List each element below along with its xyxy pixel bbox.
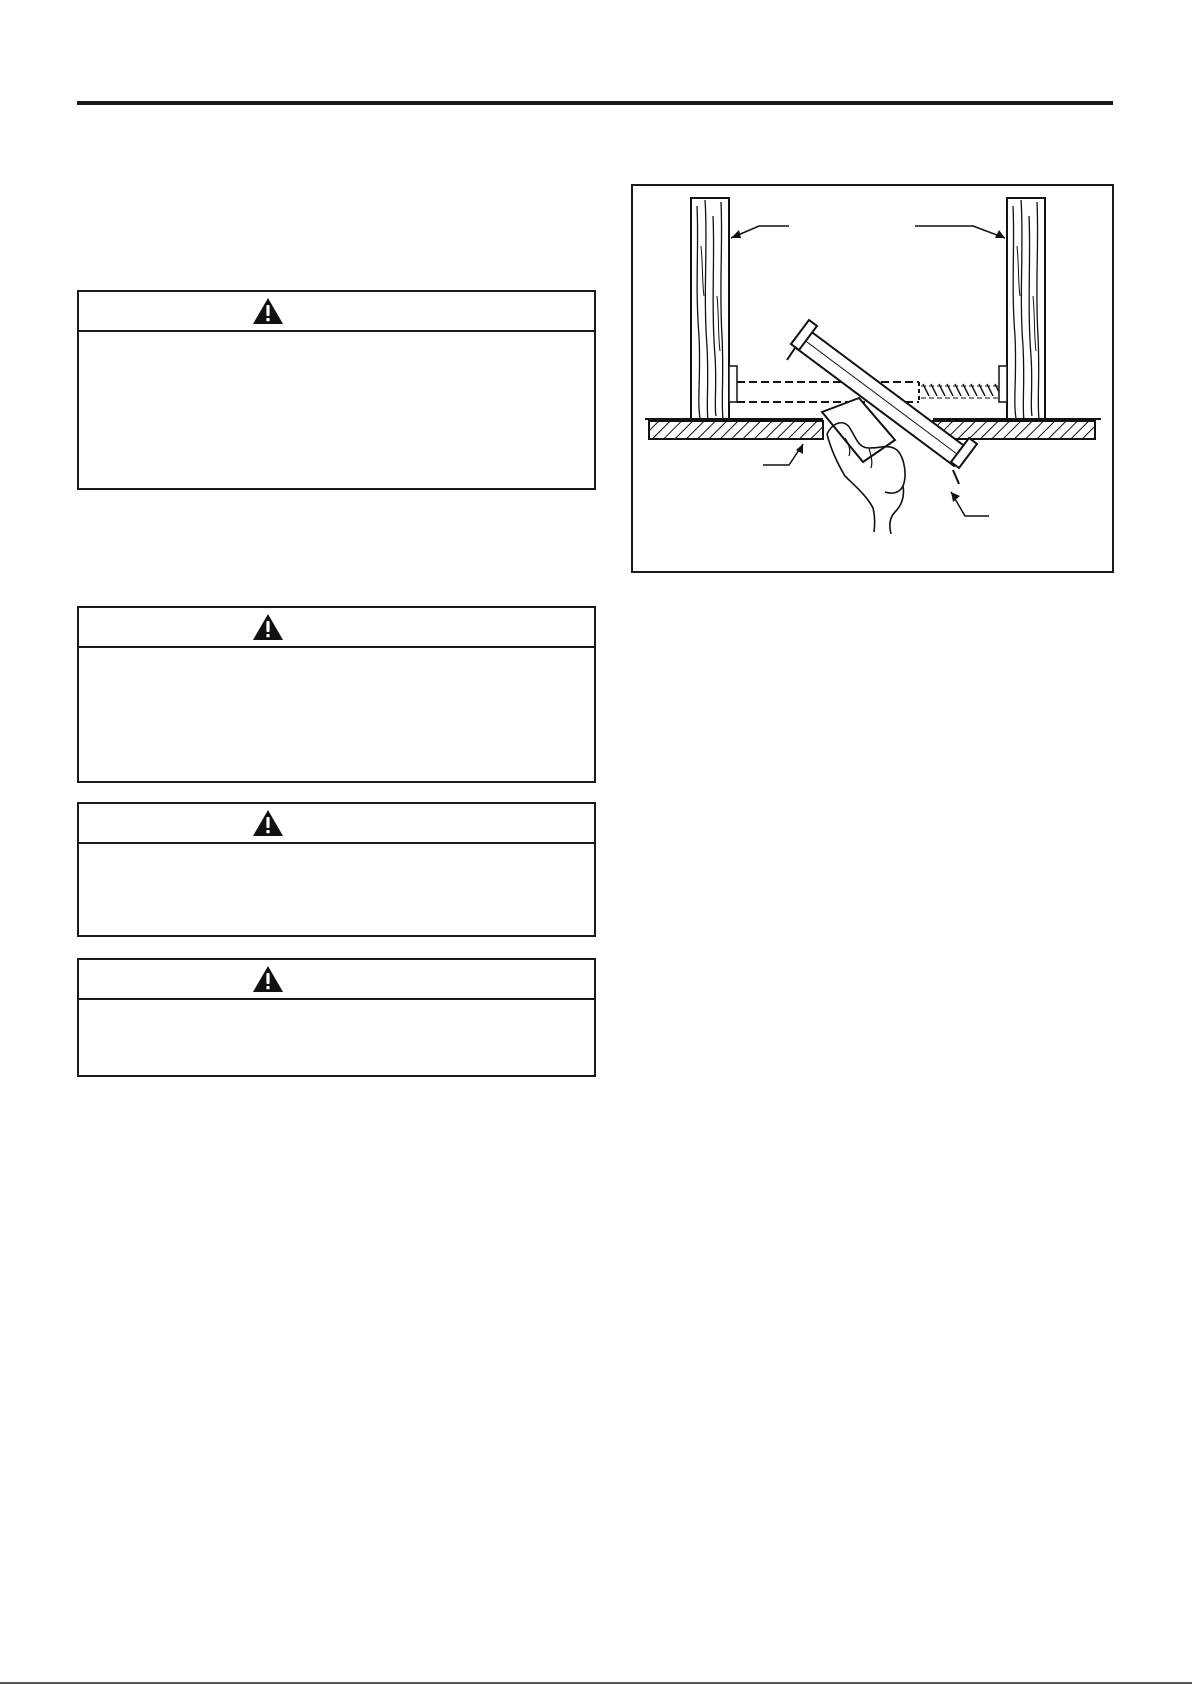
warning-triangle-icon bbox=[252, 297, 284, 325]
warning-box-1 bbox=[77, 290, 596, 490]
warning-header bbox=[79, 804, 594, 844]
warning-triangle-icon bbox=[252, 613, 284, 641]
installation-figure bbox=[631, 184, 1114, 573]
warning-header bbox=[79, 960, 594, 1000]
warning-triangle-icon bbox=[252, 965, 284, 993]
warning-header bbox=[79, 292, 594, 332]
warning-triangle-icon bbox=[252, 809, 284, 837]
callout-leaders bbox=[731, 226, 1005, 516]
bottom-rule bbox=[0, 1682, 1192, 1684]
warning-header bbox=[79, 608, 594, 648]
hanger-bar-diagram bbox=[633, 186, 1112, 571]
left-joist bbox=[691, 198, 729, 421]
right-joist bbox=[1007, 198, 1045, 421]
warning-box-3 bbox=[77, 802, 596, 937]
warning-box-2 bbox=[77, 606, 596, 783]
warning-box-4 bbox=[77, 958, 596, 1077]
top-rule bbox=[77, 101, 1113, 105]
